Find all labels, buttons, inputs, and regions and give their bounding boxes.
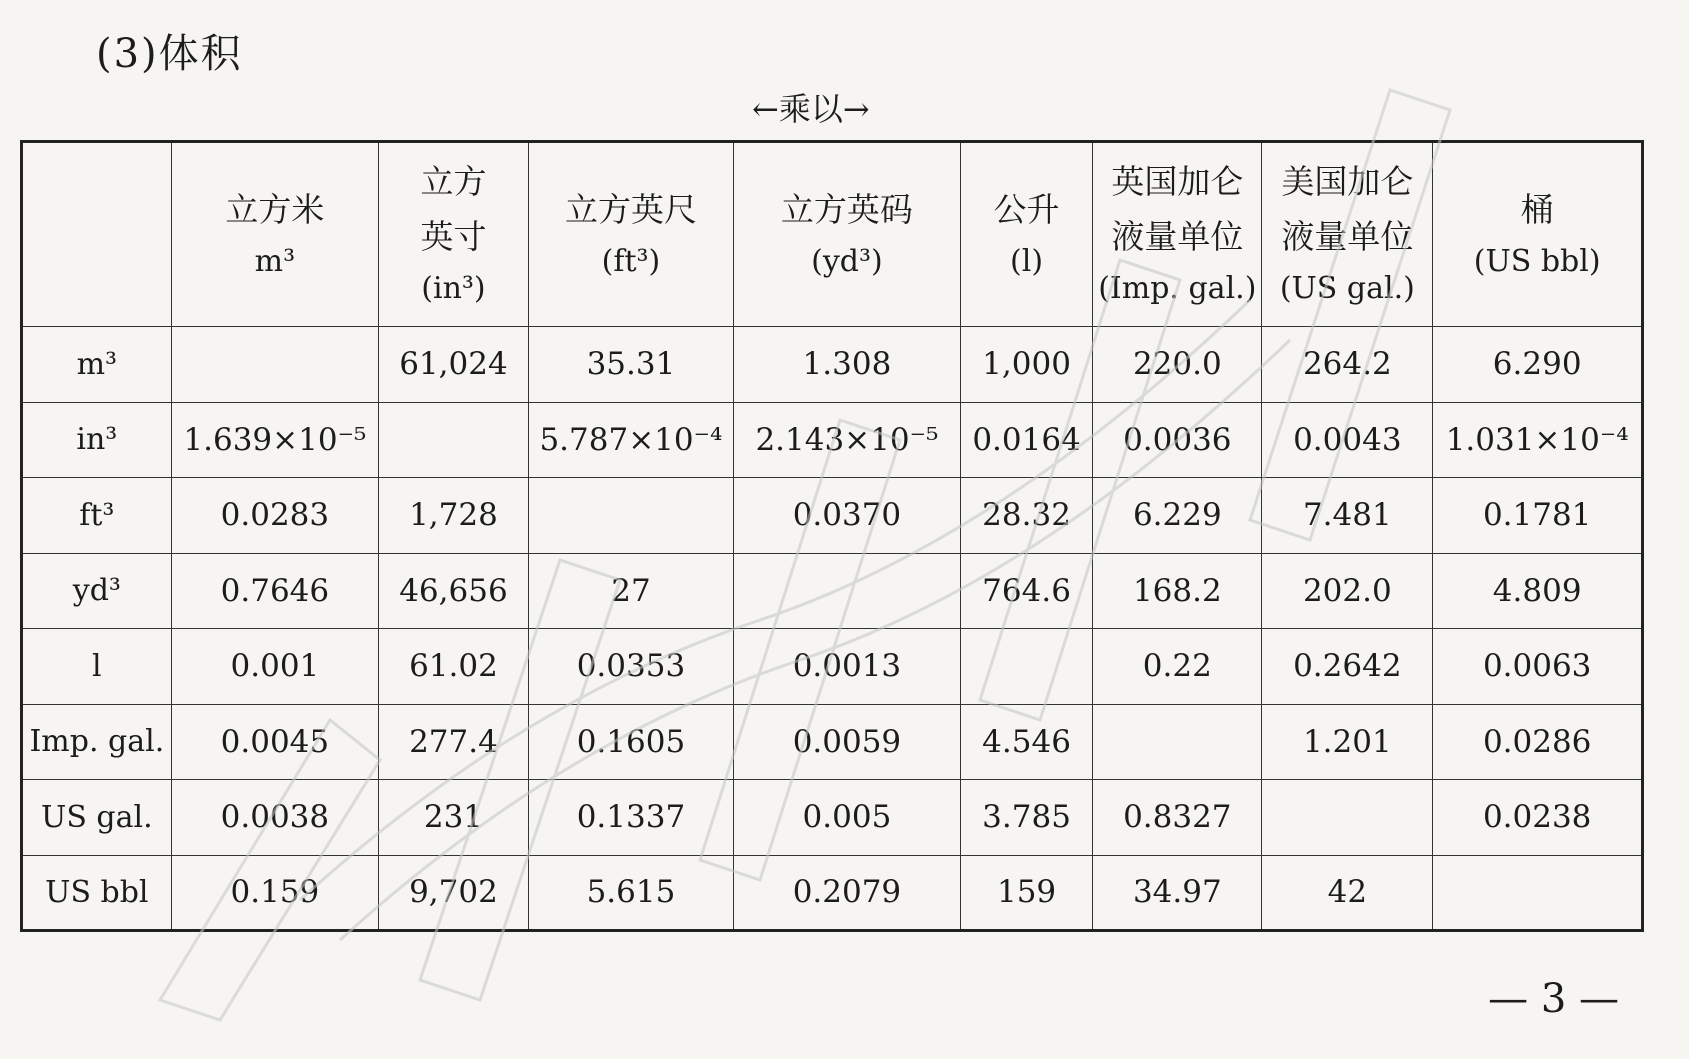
column-header-name: 美国加仑 液量单位 — [1281, 162, 1414, 256]
row-header: Imp. gal. — [22, 704, 172, 780]
table-cell — [1433, 855, 1643, 931]
table-cell — [1262, 780, 1433, 856]
column-header-unit: (US gal.) — [1279, 271, 1415, 307]
table-cell: 231 — [379, 780, 529, 856]
table-cell: 0.2079 — [734, 855, 961, 931]
multiply-label: ←乘以→ — [752, 90, 870, 128]
row-header: US bbl — [22, 855, 172, 931]
table-cell: 277.4 — [379, 704, 529, 780]
table-row — [22, 478, 1643, 554]
column-header-unit: (yd³) — [811, 243, 883, 279]
column-header-in3 — [379, 142, 529, 327]
table-cell: 0.0370 — [734, 478, 961, 554]
table-cell: 61,024 — [379, 327, 529, 403]
table-cell — [734, 553, 961, 629]
table-cell: 0.0059 — [734, 704, 961, 780]
table-cell: 0.0283 — [171, 478, 378, 554]
table-cell: 1.308 — [734, 327, 961, 403]
table-cell: 0.0238 — [1433, 780, 1643, 856]
table-cell: 0.1605 — [528, 704, 733, 780]
table-cell: 46,656 — [379, 553, 529, 629]
table-row — [22, 704, 1643, 780]
table-row — [22, 629, 1643, 705]
table-cell: 1,728 — [379, 478, 529, 554]
table-cell: 0.2642 — [1262, 629, 1433, 705]
table-cell: 0.22 — [1093, 629, 1262, 705]
column-header-name: 英国加仑 液量单位 — [1111, 162, 1244, 256]
row-header: US gal. — [22, 780, 172, 856]
table-cell: 0.159 — [171, 855, 378, 931]
table-cell: 28.32 — [960, 478, 1093, 554]
table-cell: 0.0036 — [1093, 402, 1262, 478]
corner-cell — [22, 142, 172, 327]
column-header-unit: m³ — [254, 243, 296, 279]
table-cell: 0.7646 — [171, 553, 378, 629]
column-header-usbbl — [1433, 142, 1643, 327]
table-row — [22, 553, 1643, 629]
table-cell: 0.0353 — [528, 629, 733, 705]
table-cell: 6.290 — [1433, 327, 1643, 403]
column-header-impgal — [1093, 142, 1262, 327]
column-header-m3 — [171, 142, 378, 327]
column-header-l — [960, 142, 1093, 327]
table-cell: 34.97 — [1093, 855, 1262, 931]
table-cell: 9,702 — [379, 855, 529, 931]
table-cell: 6.229 — [1093, 478, 1262, 554]
table-cell — [1093, 704, 1262, 780]
table-cell: 0.1337 — [528, 780, 733, 856]
column-header-unit: (Imp. gal.) — [1098, 271, 1257, 307]
table-cell: 7.481 — [1262, 478, 1433, 554]
column-header-unit: (in³) — [421, 271, 486, 307]
column-header-name: 公升 — [993, 189, 1060, 229]
table-cell: 42 — [1262, 855, 1433, 931]
table-cell: 4.546 — [960, 704, 1093, 780]
column-header-usgal — [1262, 142, 1433, 327]
table-cell: 1,000 — [960, 327, 1093, 403]
table-cell: 264.2 — [1262, 327, 1433, 403]
table-row — [22, 855, 1643, 931]
column-header-unit: (US bbl) — [1473, 243, 1601, 279]
table-cell: 0.0063 — [1433, 629, 1643, 705]
header-row — [22, 142, 1643, 327]
table-cell: 764.6 — [960, 553, 1093, 629]
row-header: l — [22, 629, 172, 705]
table-cell: 0.0013 — [734, 629, 961, 705]
table-cell: 1.201 — [1262, 704, 1433, 780]
table-cell: 202.0 — [1262, 553, 1433, 629]
table-cell: 5.615 — [528, 855, 733, 931]
table-row — [22, 327, 1643, 403]
column-header-name: 立方米 — [225, 189, 325, 229]
table-cell: 5.787×10⁻⁴ — [528, 402, 733, 478]
table-cell: 0.0038 — [171, 780, 378, 856]
table-cell: 0.0045 — [171, 704, 378, 780]
table-cell: 3.785 — [960, 780, 1093, 856]
column-header-yd3 — [734, 142, 961, 327]
table-cell: 0.8327 — [1093, 780, 1262, 856]
section-title: (3)体积 — [96, 31, 243, 77]
table-cell: 168.2 — [1093, 553, 1262, 629]
row-header: in³ — [22, 402, 172, 478]
column-header-name: 立方英尺 — [564, 189, 697, 229]
table-cell: 0.001 — [171, 629, 378, 705]
column-header-unit: (ft³) — [601, 243, 661, 279]
page-number: — 3 — — [1488, 976, 1619, 1022]
table-cell: 4.809 — [1433, 553, 1643, 629]
table-cell: 1.639×10⁻⁵ — [171, 402, 378, 478]
column-header-name: 立方 英寸 — [420, 162, 487, 256]
row-header: yd³ — [22, 553, 172, 629]
column-header-name: 立方英码 — [780, 189, 913, 229]
table-body — [22, 327, 1643, 931]
column-header-unit: (l) — [1010, 243, 1044, 279]
table-cell: 0.005 — [734, 780, 961, 856]
table-row — [22, 780, 1643, 856]
table-cell — [960, 629, 1093, 705]
table-cell: 35.31 — [528, 327, 733, 403]
table-row — [22, 402, 1643, 478]
table-cell: 2.143×10⁻⁵ — [734, 402, 961, 478]
table-cell — [379, 402, 529, 478]
row-header: ft³ — [22, 478, 172, 554]
table-cell: 159 — [960, 855, 1093, 931]
column-header-name: 桶 — [1520, 189, 1554, 229]
table-cell: 0.0043 — [1262, 402, 1433, 478]
table-cell: 0.0286 — [1433, 704, 1643, 780]
table-cell: 220.0 — [1093, 327, 1262, 403]
table-cell: 27 — [528, 553, 733, 629]
table-cell: 0.1781 — [1433, 478, 1643, 554]
table-cell: 61.02 — [379, 629, 529, 705]
table-cell — [171, 327, 378, 403]
table-cell: 1.031×10⁻⁴ — [1433, 402, 1643, 478]
column-header-ft3 — [528, 142, 733, 327]
volume-conversion-table — [20, 140, 1644, 932]
table-cell — [528, 478, 733, 554]
row-header: m³ — [22, 327, 172, 403]
table-cell: 0.0164 — [960, 402, 1093, 478]
